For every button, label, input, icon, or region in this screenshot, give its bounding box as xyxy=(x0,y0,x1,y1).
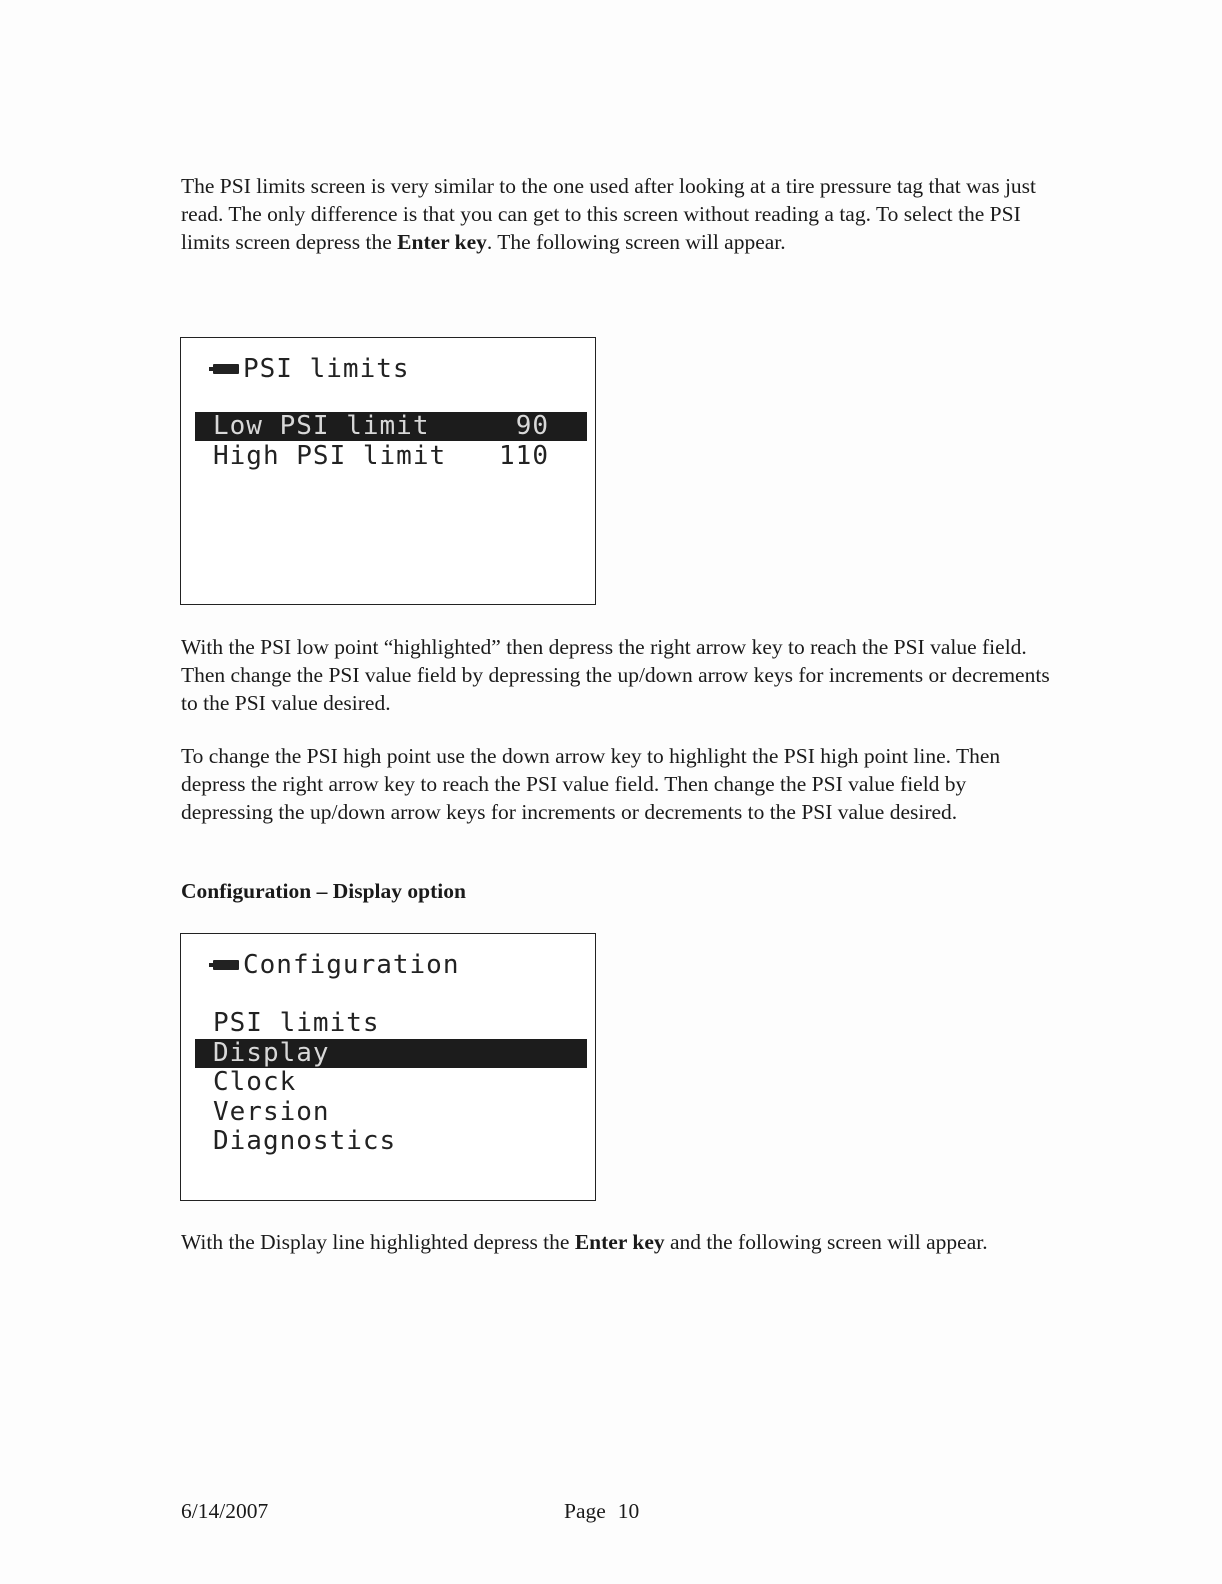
battery-icon xyxy=(209,960,239,970)
enter-key-emphasis: Enter key xyxy=(397,230,487,254)
config-item-version[interactable] xyxy=(195,1098,587,1127)
psi-row-label: Low PSI limit xyxy=(213,411,430,441)
page-number: 10 xyxy=(617,1499,640,1523)
configuration-screen xyxy=(180,933,596,1201)
psi-screen-title: PSI limits xyxy=(243,354,410,384)
intro-paragraph xyxy=(181,172,1051,256)
low-point-paragraph: With the PSI low point “highlighted” then depress the right arrow key to reach the PSI value field. Then change the PSI value field by depressing the up/down arrow keys for increments or decrements to the PSI value desired. xyxy=(181,635,1050,715)
intro-text-1: The PSI limits screen is very similar to the one used after looking at a tire pressure tag that was just read. The only difference is that you can get to this screen without reading a tag. To select the PSI limits screen depress the xyxy=(181,174,1037,254)
outro-text-2: and the following screen will appear. xyxy=(664,1230,988,1254)
psi-row-low[interactable] xyxy=(195,412,587,441)
high-point-paragraph: To change the PSI high point use the down arrow key to highlight the PSI high point line. Then depress the right arrow key to reach the PSI value field. Then change the PSI value field by depressing the up/down arrow keys for increments or decrements to the PSI value desired. xyxy=(181,744,1001,824)
config-item-diagnostics[interactable] xyxy=(195,1127,587,1156)
outro-text-1: With the Display line highlighted depress the xyxy=(181,1230,575,1254)
config-item-display[interactable] xyxy=(195,1039,587,1068)
psi-screen-title-row xyxy=(209,354,410,384)
footer-page xyxy=(564,1499,639,1524)
config-item-psi-limits[interactable] xyxy=(195,1009,587,1038)
section-heading: Configuration – Display option xyxy=(181,879,466,903)
enter-key-emphasis: Enter key xyxy=(574,1230,665,1254)
psi-row-high[interactable] xyxy=(195,442,587,471)
footer-date: 6/14/2007 xyxy=(181,1499,269,1523)
psi-row-value: 110 xyxy=(499,441,549,471)
config-item-label: Version xyxy=(213,1097,330,1127)
config-item-label: Diagnostics xyxy=(213,1126,397,1156)
page-label: Page xyxy=(564,1499,606,1523)
psi-row-label: High PSI limit xyxy=(213,441,447,471)
psi-row-value: 90 xyxy=(515,411,549,441)
config-item-label: Display xyxy=(213,1038,330,1068)
psi-limits-screen xyxy=(180,337,596,605)
config-screen-title: Configuration xyxy=(243,950,460,980)
intro-text-2: . The following screen will appear. xyxy=(486,230,786,254)
config-screen-title-row xyxy=(209,950,460,980)
battery-icon xyxy=(209,364,239,374)
config-item-clock[interactable] xyxy=(195,1068,587,1097)
config-item-label: PSI limits xyxy=(213,1008,380,1038)
outro-paragraph xyxy=(181,1228,1051,1256)
config-item-label: Clock xyxy=(213,1067,297,1097)
